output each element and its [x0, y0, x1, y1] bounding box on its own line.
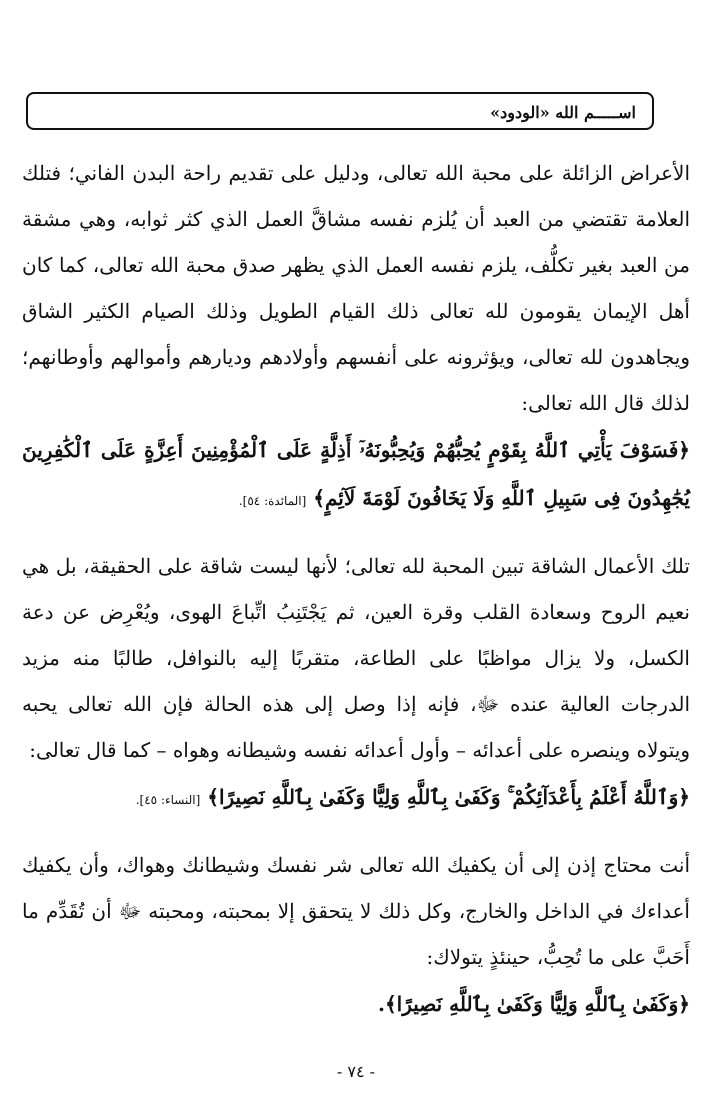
page-number: - ٧٤ -	[336, 1062, 376, 1081]
verse-1-text: ﴿فَسَوْفَ يَأْتِي ٱللَّهُ بِقَوْمٍ يُحِبُّهُمْ وَيُحِبُّونَهُۥٓ أَذِلَّةٍ عَلَى ٱلْمُؤْمِنِينَ أَعِزَّةٍ عَلَى ٱلْكَٰفِرِينَ يُجَٰهِدُونَ فِى سَبِيلِ ٱللَّهِ وَلَا يَخَافُونَ لَوْمَةَ لَآئِمٍ﴾	[22, 438, 690, 510]
verse-3-end: .	[377, 992, 385, 1016]
paragraph-1: الأعراض الزائلة على محبة الله تعالى، ودليل على تقديم راحة البدن الفاني؛ فتلك العلامة تقتضي من العبد أن يُلزم نفسه مشاقَّ العمل الذي كثر ثوابه، وهي مشقة من العبد بغير تكلُّف، يلزم نفسه العمل الذي يظهر صدق محبة الله تعالى، كما كان أهل الإيمان يقومون لله تعالى ذلك القيام الطويل وذلك الصيام الكثير الشاق ويجاهدون لله تعالى، ويؤثرونه على أنفسهم وأولادهم وديارهم وأموالهم وأوطانهم؛ لذلك قال الله تعالى:	[22, 161, 690, 415]
quran-verse-1	[22, 426, 690, 525]
verse-3-text: ﴿وَكَفَىٰ بِٱللَّهِ وَلِيًّا وَكَفَىٰ بِٱللَّهِ نَصِيرًا﴾	[384, 992, 690, 1016]
quran-verse-2	[22, 773, 690, 824]
verse-2-reference: [النساء: ٤٥].	[135, 793, 201, 807]
verse-1-reference: [المائدة: ٥٤].	[238, 494, 307, 508]
paragraph-3: أنت محتاج إذن إلى أن يكفيك الله تعالى شر نفسك وشيطانك وهواك، وأن يكفيك أعداءك في الداخل والخارج، وكل ذلك لا يتحقق إلا بمحبته، ومحبته ﷻ أن تُقَدِّم ما أَحَبَّ على ما تُحِبُّ، حينئذٍ يتولاك:	[22, 853, 690, 969]
header-title: اســـــم الله «الودود»	[490, 103, 636, 122]
page-content	[22, 150, 690, 1028]
page-header	[26, 92, 654, 130]
paragraph-2: تلك الأعمال الشاقة تبين المحبة لله تعالى؛ لأنها ليست شاقة على الحقيقة، بل هي نعيم الروح وسعادة القلب وقرة العين، ثم يَجْتَنِبُ اتِّباعَ الهوى، ويُعْرِض عن دعة الكسل، ولا يزال مواظبًا على الطاعة، متقربًا إليه بالنوافل، طالبًا منه مزيد الدرجات العالية عنده ﷻ، فإنه إذا وصل إلى هذه الحالة فإن الله تعالى يحبه ويتولاه وينصره على أعدائه – وأول أعدائه نفسه وشيطانه وهواه – كما قال تعالى:	[22, 554, 690, 762]
quran-verse-3	[22, 980, 690, 1028]
verse-2-text: ﴿وَٱللَّهُ أَعْلَمُ بِأَعْدَآئِكُمْ ۚ وَكَفَىٰ بِٱللَّهِ وَلِيًّا وَكَفَىٰ بِٱللَّهِ نَصِيرًا﴾	[207, 785, 690, 809]
